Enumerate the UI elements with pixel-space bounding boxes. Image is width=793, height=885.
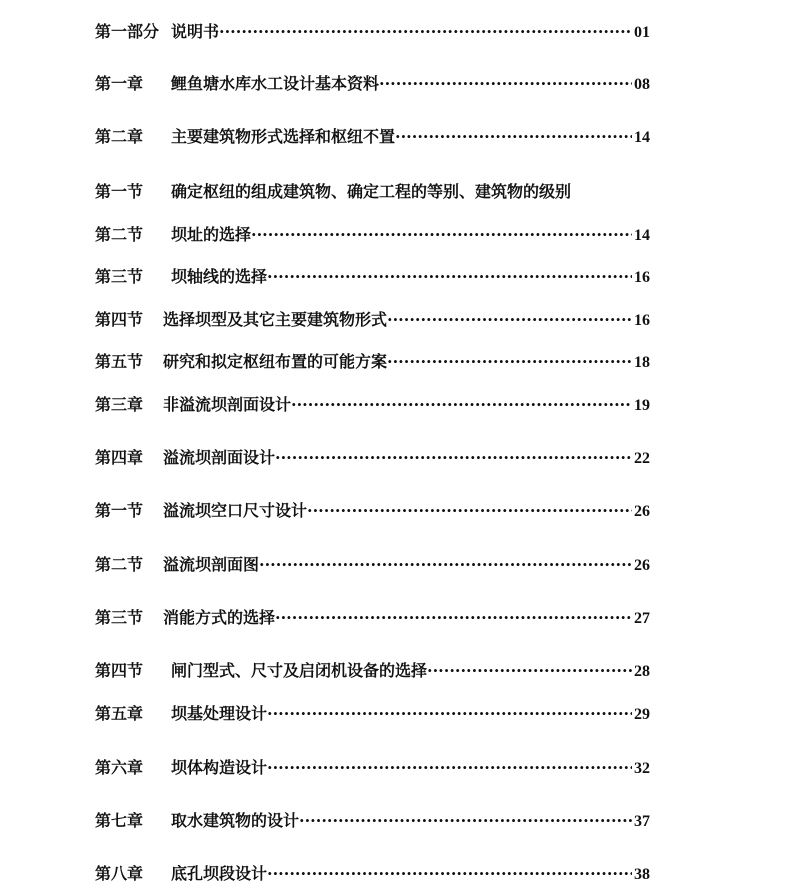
toc-page-number: 28	[634, 663, 650, 680]
toc-label: 第二节	[95, 225, 144, 244]
toc-leader-dots	[427, 660, 632, 682]
toc-title: 坝轴线的选择	[171, 267, 268, 286]
toc-leader-dots	[387, 309, 632, 331]
toc-label: 第七章	[95, 811, 144, 830]
toc-leader-dots	[267, 266, 632, 288]
toc-entry-section-3[interactable]	[95, 266, 650, 288]
toc-title: 消能方式的选择	[163, 608, 276, 627]
toc-label: 第四节	[95, 661, 144, 680]
toc-entry-section-3b[interactable]	[95, 607, 650, 629]
toc-leader-dots	[267, 757, 632, 779]
toc-page-number: 29	[634, 706, 650, 723]
toc-title: 闸门型式、尺寸及启闭机设备的选择	[171, 661, 428, 680]
toc-leader-dots	[395, 126, 632, 148]
toc-page-number: 26	[634, 557, 650, 574]
toc-leader-dots	[275, 447, 632, 469]
toc-title: 主要建筑物形式选择和枢纽不置	[171, 127, 396, 146]
toc-entry-chapter-5[interactable]	[95, 703, 650, 725]
toc-page-number: 32	[634, 760, 650, 777]
toc-title: 溢流坝剖面设计	[163, 448, 276, 467]
toc-title: 说明书	[171, 22, 220, 41]
toc-title: 非溢流坝剖面设计	[163, 395, 292, 414]
toc-page-number: 14	[634, 227, 650, 244]
toc-label: 第三节	[95, 267, 144, 286]
toc-entry-chapter-2[interactable]	[95, 126, 650, 148]
toc-label: 第三节	[95, 608, 144, 627]
toc-leader-dots	[259, 554, 632, 576]
toc-title: 坝基处理设计	[171, 704, 268, 723]
toc-page-number: 38	[634, 866, 650, 883]
toc-leader-dots	[251, 224, 632, 246]
toc-page-number: 26	[634, 503, 650, 520]
toc-label: 第一章	[95, 74, 144, 93]
toc-title: 研究和拟定枢纽布置的可能方案	[163, 352, 388, 371]
toc-title: 鲤鱼塘水库水工设计基本资料	[171, 74, 380, 93]
toc-label: 第一部分	[95, 22, 160, 41]
toc-entry-chapter-4[interactable]	[95, 447, 650, 469]
toc-entry-chapter-8[interactable]	[95, 863, 650, 885]
toc-title: 确定枢纽的组成建筑物、确定工程的等别、建筑物的级别	[171, 182, 572, 201]
toc-page-number: 01	[634, 24, 650, 41]
toc-entry-section-4[interactable]	[95, 309, 650, 331]
toc-leader-dots	[275, 607, 632, 629]
toc-label: 第五章	[95, 704, 144, 723]
toc-page-number: 16	[634, 269, 650, 286]
toc-leader-dots	[299, 810, 632, 832]
toc-page-number: 37	[634, 813, 650, 830]
toc-label: 第五节	[95, 352, 144, 371]
toc-entry-section-1b[interactable]	[95, 500, 650, 522]
toc-entry-section-5[interactable]	[95, 351, 650, 373]
toc-entry-section-2b[interactable]	[95, 554, 650, 576]
toc-title: 底孔坝段设计	[171, 864, 268, 883]
toc-leader-dots	[219, 21, 632, 43]
toc-label: 第四节	[95, 310, 144, 329]
toc-leader-dots	[267, 703, 632, 725]
toc-title: 溢流坝空口尺寸设计	[163, 501, 308, 520]
toc-page-number: 27	[634, 610, 650, 627]
toc-page-number: 16	[634, 312, 650, 329]
toc-entry-section-4b[interactable]	[95, 660, 650, 682]
toc-title: 取水建筑物的设计	[171, 811, 300, 830]
toc-entry-chapter-6[interactable]	[95, 757, 650, 779]
toc-page-number: 22	[634, 450, 650, 467]
toc-leader-dots	[291, 394, 632, 416]
toc-label: 第一节	[95, 501, 144, 520]
toc-entry-chapter-1[interactable]	[95, 73, 650, 95]
toc-page-number: 14	[634, 129, 650, 146]
toc-label: 第六章	[95, 758, 144, 777]
toc-leader-dots	[267, 863, 632, 885]
toc-label: 第四章	[95, 448, 144, 467]
toc-title: 坝址的选择	[171, 225, 252, 244]
toc-leader-dots	[379, 73, 632, 95]
toc-leader-dots	[387, 351, 632, 373]
toc-title: 坝体构造设计	[171, 758, 268, 777]
toc-leader-dots	[307, 500, 632, 522]
toc-label: 第二章	[95, 127, 144, 146]
toc-page-number: 18	[634, 354, 650, 371]
toc-title: 溢流坝剖面图	[163, 555, 260, 574]
toc-title: 选择坝型及其它主要建筑物形式	[163, 310, 388, 329]
toc-page-number: 08	[634, 76, 650, 93]
toc-entry-chapter-7[interactable]	[95, 810, 650, 832]
toc-page-number: 19	[634, 397, 650, 414]
toc-label: 第三章	[95, 395, 144, 414]
toc-entry-part-1[interactable]	[95, 21, 650, 43]
toc-entry-section-2[interactable]	[95, 224, 650, 246]
toc-entry-section-1[interactable]	[95, 181, 650, 203]
toc-label: 第二节	[95, 555, 144, 574]
toc-label: 第八章	[95, 864, 144, 883]
toc-entry-chapter-3[interactable]	[95, 394, 650, 416]
toc-label: 第一节	[95, 182, 144, 201]
